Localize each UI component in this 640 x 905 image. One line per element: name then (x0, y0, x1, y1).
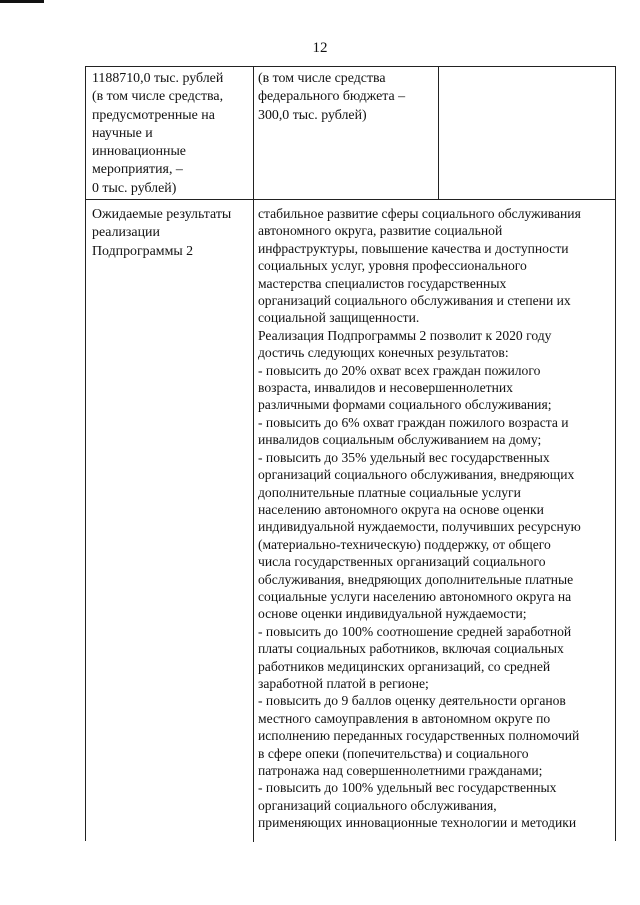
expected-results-label: Ожидаемые результаты реализации Подпрограммы 2 (92, 207, 232, 259)
funding-total-cell: 1188710,0 тыс. рублей (в том числе средства, предусмотренные на научные и инновационные мероприятия, – 0 тыс. рублей) (92, 71, 224, 196)
program-passport-table (85, 66, 616, 841)
funding-federal-cell: (в том числе средства федерального бюджета – 300,0 тыс. рублей) (258, 71, 406, 123)
page-number: 12 (312, 40, 328, 56)
column-divider (438, 67, 439, 199)
table-row-funding (86, 67, 615, 200)
scan-corner-mark (0, 0, 44, 3)
expected-results-content: стабильное развитие сферы социального обслуживания автономного округа, развитие социальной инфраструктуры, повышение качества и доступности социальных услуг, уровня профессионального мастерства специалистов государственных организаций социального обслуживания и степени их социальной защищенности. Реализация Подпрограммы 2 позволит к 2020 году достичь следующих конечных результатов: - повысить до 20% охват всех граждан пожилого возраста, инвалидов и несовершеннолетних различными формами социального обслуживания; - повысить до 6% охват граждан пожилого возраста и инвалидов социальным обслуживанием на дому; - повысить до 35% удельный вес государственных организаций социального обслуживания, внедряющих дополнительные платные социальные услуги населению автономного округа на основе оценки индивидуальной нуждаемости, получивших ресурсную (материально-техническую) поддержку, от общего числа государственных организаций социального обслуживания, внедряющих дополнительные платные социальные услуги населению автономного округа на основе оценки индивидуальной нуждаемости; - повысить до 100% соотношение средней заработной платы социальных работников, включая социальных работников медицинских организаций, со средней заработной платой в регионе; - повысить до 9 баллов оценку деятельности органов местного самоуправления в автономном округе по исполнению переданных государственных полномочий в сфере опеки (попечительства) и социального патронажа над совершеннолетними гражданами; - повысить до 100% удельный вес государственных организаций социального обслуживания, применяющих инновационные технологии и методики (258, 206, 581, 831)
column-divider (253, 67, 254, 199)
column-divider (253, 199, 254, 842)
